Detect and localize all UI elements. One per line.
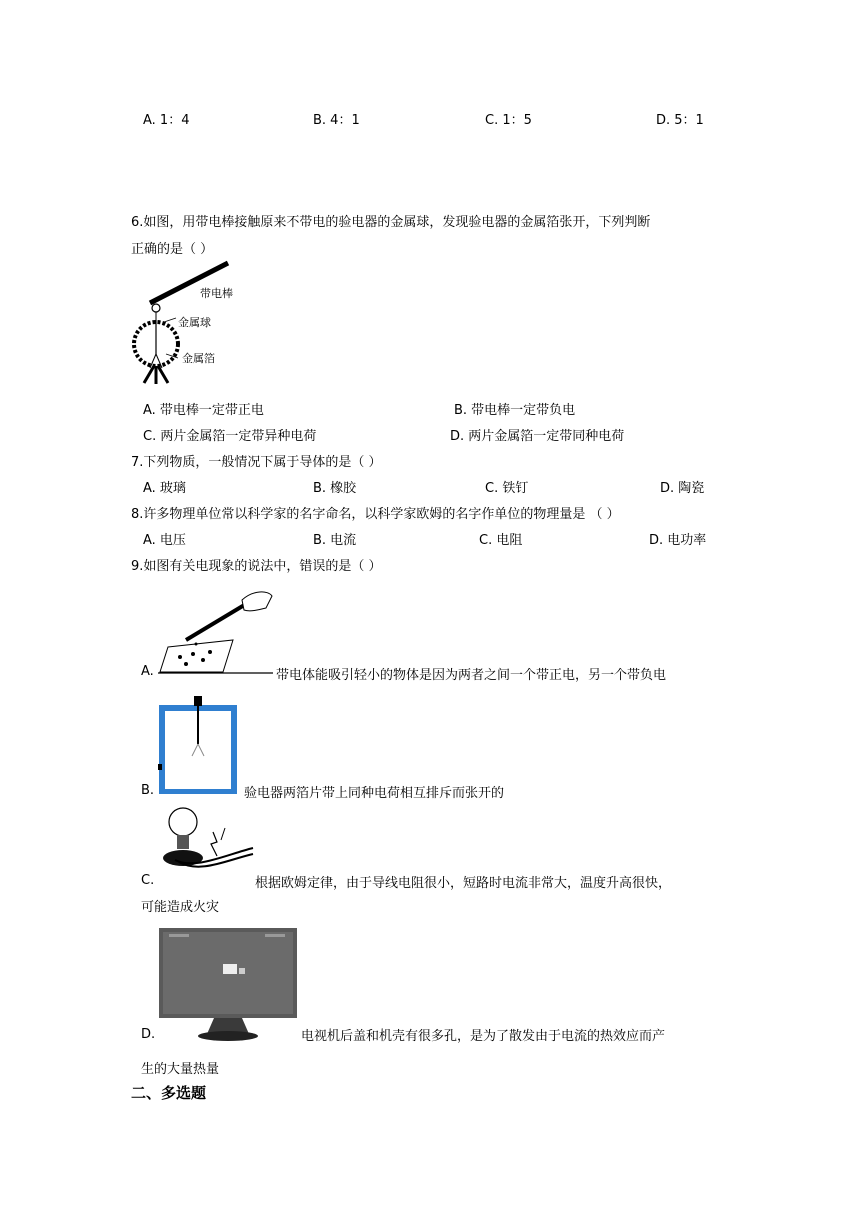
q8-option-d: D. 电功率: [649, 533, 707, 548]
q5-option-b: B. 4：1: [313, 113, 360, 128]
q6-stem-line2: 正确的是（ ）: [131, 242, 214, 257]
q8-option-b: B. 电流: [313, 533, 357, 548]
q9-option-d-text: 电视机后盖和机壳有很多孔，是为了散发由于电流的热效应而产: [301, 1029, 666, 1044]
q9-option-c-text2: 可能造成火灾: [141, 900, 220, 915]
q6-stem-line1: 6.如图，用带电棒接触原来不带电的验电器的金属球，发现验电器的金属箔张开，下列判断: [131, 215, 651, 230]
q7-option-d: D. 陶瓷: [660, 481, 705, 496]
section-heading: 二、多选题: [131, 1084, 207, 1102]
q9-option-d-text2: 生的大量热量: [141, 1062, 220, 1077]
label-foil: 金属箔: [182, 352, 215, 365]
q6-option-b: B. 带电棒一定带负电: [454, 403, 576, 418]
q5-option-c: C. 1：5: [485, 113, 532, 128]
q6-option-d: D. 两片金属箔一定带同种电荷: [450, 429, 625, 444]
q7-option-b: B. 橡胶: [313, 481, 357, 496]
q9-option-c-text: 根据欧姆定律，由于导线电阻很小，短路时电流非常大，温度升高很快，: [255, 876, 672, 891]
q9-option-a-text: 带电体能吸引轻小的物体是因为两者之间一个带正电，另一个带负电: [276, 668, 667, 683]
label-ball: 金属球: [178, 316, 211, 329]
label-rod: 带电棒: [200, 287, 233, 300]
q5-option-a: A. 1：4: [143, 113, 190, 128]
q7-option-a: A. 玻璃: [143, 481, 186, 496]
q7-stem: 7.下列物质，一般情况下属于导体的是（ ）: [131, 455, 382, 470]
q9-option-b-letter: B.: [141, 783, 155, 798]
q5-option-d: D. 5：1: [656, 113, 704, 128]
q8-option-a: A. 电压: [143, 533, 186, 548]
q8-stem: 8.许多物理单位常以科学家的名字命名，以科学家欧姆的名字作单位的物理量是 （ ）: [131, 507, 620, 522]
q9-option-d-letter: D.: [141, 1027, 156, 1042]
q8-option-c: C. 电阻: [479, 533, 523, 548]
q9-option-c-letter: C.: [141, 873, 155, 888]
q9-option-a-letter: A.: [141, 664, 154, 679]
q6-option-c: C. 两片金属箔一定带异种电荷: [143, 429, 317, 444]
q6-option-a: A. 带电棒一定带正电: [143, 403, 264, 418]
q9-option-b-text: 验电器两箔片带上同种电荷相互排斥而张开的: [244, 786, 505, 801]
q9-stem: 9.如图有关电现象的说法中，错误的是（ ）: [131, 559, 382, 574]
q7-option-c: C. 铁钉: [485, 481, 529, 496]
